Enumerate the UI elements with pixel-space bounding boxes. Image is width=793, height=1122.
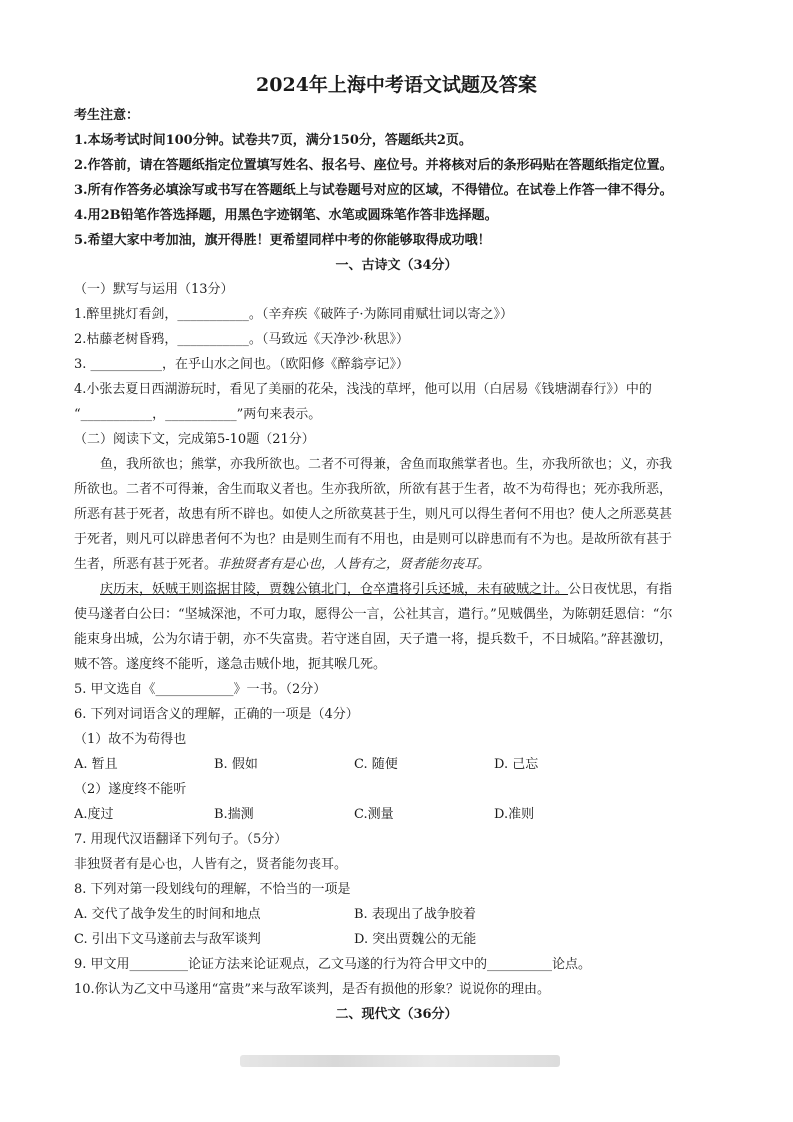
option-a: A. 暂且 [74,757,118,772]
section-heading-classical: 一、古诗文（34分） [335,258,458,273]
question-3: 3. ___________，在乎山水之间也。（欧阳修《醉翁亭记》） [74,357,410,372]
passage-a-line: 鱼，我所欲也；熊掌，亦我所欲也。二者不可得兼，舍鱼而取熊掌者也。生，亦我所欲也；义，亦我 [100,457,673,472]
notice-item: 1.本场考试时间100分钟。试卷共7页，满分150分，答题纸共2页。 [74,133,472,148]
question-5: 5. 甲文选自《____________》一书。（2分） [74,682,327,697]
passage-a-line: 所欲也。二者不可得兼，舍生而取义者也。生亦我所欲，所欲有甚于生者，故不为苟得也；死亦我所恶， [74,482,673,497]
question-8: 8. 下列对第一段划线句的理解，不恰当的一项是 [74,882,351,897]
question-6-1: （1）故不为苟得也 [74,732,187,747]
passage-b-line: 贼不答。遂度终不能听，遂急击贼仆地，扼其喉几死。 [74,657,387,672]
blurred-footer-watermark [240,1055,560,1067]
passage-a-line: 于死者，则凡可以辟患者何不为也？由是则生而有不用也，由是则可以辟患而有不为也。是故所欲有甚于 [74,532,673,547]
page-title: 2024年上海中考语文试题及答案 [256,74,537,96]
option-c: C. 随便 [354,757,398,772]
option-c: C. 引出下文马遂前去与敌军谈判 [74,932,261,947]
question-9: 9. 甲文用_________论证方法来论证观点，乙文马遂的行为符合甲文中的__________论点。 [74,957,592,972]
passage-b-line: 使马遂者白公曰：“坚城深池，不可力取，愿得公一言，公社其言，遣行。”见贼偶坐，为陈朝廷恩信：“尔 [74,607,673,622]
option-b: B. 假如 [214,757,258,772]
question-6-1-options [74,752,724,777]
underlined-sentence: 庆历末，妖贼王则盗据甘陵，贾魏公镇北门，仓卒遣将引兵还城，未有破贼之计。 [100,582,569,597]
passage-a-italic: 非独贤者有是心也，人皆有之，贤者能勿丧耳。 [217,557,491,572]
question-8-options [74,927,724,952]
notice-heading: 考生注意： [74,108,140,123]
option-b: B.揣测 [214,807,254,822]
option-a: A.度过 [74,807,114,822]
notice-item: 5.希望大家中考加油，旗开得胜！更希望同样中考的你能够取得成功哦！ [74,233,491,248]
question-7-sentence: 非独贤者有是心也，人皆有之，贤者能勿丧耳。 [74,857,348,872]
option-d: D. 突出贾魏公的无能 [354,932,477,947]
passage-b-line [74,577,724,602]
part-heading: （二）阅读下文，完成第5-10题（21分） [74,432,315,447]
section-heading-modern: 二、现代文（36分） [335,1007,458,1022]
question-6-2-options [74,802,724,827]
question-2: 2.枯藤老树昏鸦，___________。（马致远《天净沙·秋思》） [74,332,410,347]
option-b: B. 表现出了战争胶着 [354,907,476,922]
passage-a-text: 生者，所恶有甚于死者。 [74,557,218,572]
question-8-options [74,902,724,927]
notice-item: 3.所有作答务必填涂写或书写在答题纸上与试卷题号对应的区域，不得错位。在试卷上作答一律不得分。 [74,183,673,198]
question-10: 10.你认为乙文中马遂用“富贵”来与敌军谈判，是否有损他的形象？说说你的理由。 [74,982,550,997]
question-6: 6. 下列对词语含义的理解，正确的一项是（4分） [74,707,359,722]
question-1: 1.醉里挑灯看剑，___________。（辛弃疾《破阵子·为陈同甫赋壮词以寄之》） [74,307,514,322]
notice-item: 4.用2B铅笔作答选择题，用黑色字迹钢笔、水笔或圆珠笔作答非选择题。 [74,208,498,223]
passage-b-text: 公日夜忧思，有指 [568,582,673,597]
option-d: D. 己忘 [494,757,539,772]
option-a: A. 交代了战争发生的时间和地点 [74,907,261,922]
passage-a-line: 所恶有甚于死者，故患有所不辟也。如使人之所欲莫甚于生，则凡可以得生者何不用也？使人之所恶莫甚 [74,507,673,522]
part-heading: （一）默写与运用（13分） [74,282,234,297]
passage-a-line [74,552,724,577]
passage-b-line: 能束身出城，公为尔请于朝，亦不失富贵。若守迷自固，天子遣一将，提兵数千，不日城陷。”辞甚激切， [74,632,673,647]
notice-item: 2.作答前，请在答题纸指定位置填写姓名、报名号、座位号。并将核对后的条形码贴在答题纸指定位置。 [74,158,673,173]
question-6-2: （2）遂度终不能听 [74,782,187,797]
question-7: 7. 用现代汉语翻译下列句子。（5分） [74,832,288,847]
option-d: D.准则 [494,807,535,822]
question-4-cont: “___________，___________”两句来表示。 [74,407,322,422]
question-4: 4.小张去夏日西湖游玩时，看见了美丽的花朵，浅浅的草坪，他可以用（白居易《钱塘湖春行》）中的 [74,382,652,397]
option-c: C.测量 [354,807,394,822]
